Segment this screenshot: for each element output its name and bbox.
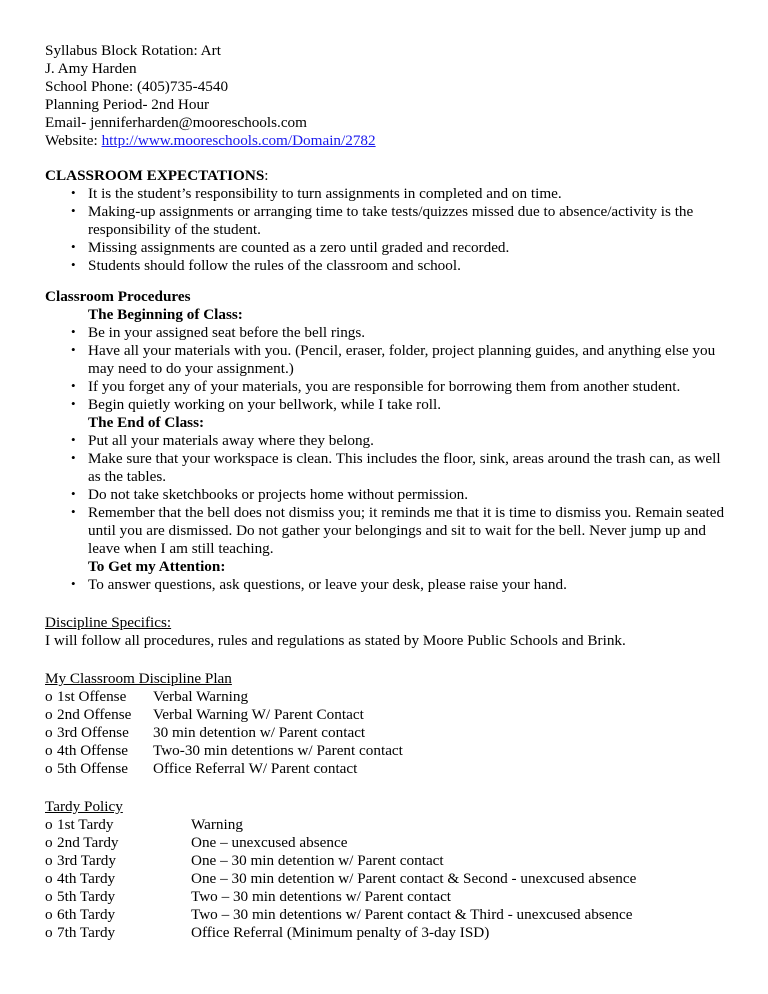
- discipline-specifics-heading: [45, 614, 725, 632]
- offense-consequence: Two-30 min detentions w/ Parent contact: [153, 742, 403, 759]
- discipline-specifics-body: I will follow all procedures, rules and regulations as stated by Moore Public Schools and Brink.: [45, 632, 626, 649]
- end-of-class-heading: The End of Class:: [88, 414, 205, 431]
- list-marker: o: [45, 816, 53, 833]
- tardy-label: 5th Tardy: [57, 888, 116, 905]
- list-item: • To answer questions, ask questions, or leave your desk, please raise your hand.: [45, 576, 725, 594]
- header-line-email: Email- jenniferharden@mooreschools.com: [45, 114, 307, 131]
- list-item: • Put all your materials away where they belong.: [45, 432, 725, 450]
- header-line-planning-period: Planning Period- 2nd Hour: [45, 96, 210, 113]
- offense-consequence: Verbal Warning W/ Parent Contact: [153, 706, 364, 723]
- tardy-policy-heading: [45, 798, 725, 816]
- tardy-consequence: Warning: [191, 816, 243, 833]
- tardy-consequence: Office Referral (Minimum penalty of 3-day ISD): [191, 924, 490, 941]
- tardy-consequence: One – 30 min detention w/ Parent contact: [191, 852, 444, 869]
- website-link[interactable]: http://www.mooreschools.com/Domain/2782: [101, 132, 376, 149]
- offense-label: 1st Offense: [57, 688, 127, 705]
- table-row: [45, 870, 725, 888]
- tardy-label: 1st Tardy: [57, 816, 114, 833]
- tardy-consequence: Two – 30 min detentions w/ Parent contact: [191, 888, 452, 905]
- beginning-of-class-list: [45, 324, 725, 414]
- end-of-class-list: [45, 432, 725, 558]
- list-item: • Have all your materials with you. (Pencil, eraser, folder, project planning guides, and anything else you may need to do your assignment.): [45, 342, 725, 378]
- table-row: [45, 906, 725, 924]
- list-marker: o: [45, 760, 53, 777]
- list-item: • Do not take sketchbooks or projects home without permission.: [45, 486, 725, 504]
- document-body: [45, 42, 725, 942]
- classroom-expectations-heading-text: CLASSROOM EXPECTATIONS: [45, 167, 265, 184]
- list-marker: o: [45, 688, 53, 705]
- offense-label: 5th Offense: [57, 760, 128, 777]
- spacer: [45, 650, 725, 670]
- list-marker: o: [45, 742, 53, 759]
- discipline-plan-heading: [45, 670, 725, 688]
- tardy-policy-heading-text: Tardy Policy: [45, 798, 123, 815]
- list-item: • If you forget any of your materials, you are responsible for borrowing them from another student.: [45, 378, 725, 396]
- table-row: [45, 688, 725, 706]
- discipline-specifics-section: [45, 614, 725, 650]
- offense-consequence: Office Referral W/ Parent contact: [153, 760, 358, 777]
- spacer: [45, 778, 725, 798]
- get-attention-heading: To Get my Attention:: [88, 558, 226, 575]
- list-item: • Be in your assigned seat before the bell rings.: [45, 324, 725, 342]
- list-marker: o: [45, 834, 53, 851]
- classroom-expectations-heading-colon: :: [264, 167, 269, 184]
- header-block: [45, 42, 725, 150]
- offense-label: 2nd Offense: [57, 706, 132, 723]
- list-item: • Make sure that your workspace is clean. This includes the floor, sink, areas around the trash can, as well as the tables.: [45, 450, 725, 486]
- tardy-label: 6th Tardy: [57, 906, 116, 923]
- beginning-of-class-heading: The Beginning of Class:: [88, 306, 243, 323]
- tardy-policy-section: [45, 798, 725, 942]
- tardy-label: 7th Tardy: [57, 924, 116, 941]
- list-item: • It is the student’s responsibility to turn assignments in completed and on time.: [45, 185, 725, 203]
- header-line-phone: School Phone: (405)735-4540: [45, 78, 229, 95]
- table-row: [45, 816, 725, 834]
- tardy-label: 2nd Tardy: [57, 834, 119, 851]
- list-marker: o: [45, 724, 53, 741]
- classroom-procedures-section: [45, 288, 725, 594]
- table-row: [45, 834, 725, 852]
- list-marker: o: [45, 924, 53, 941]
- discipline-plan-section: [45, 670, 725, 778]
- discipline-specifics-heading-text: Discipline Specifics:: [45, 614, 172, 631]
- discipline-plan-heading-text: My Classroom Discipline Plan: [45, 670, 232, 687]
- list-marker: o: [45, 852, 53, 869]
- spacer: [45, 594, 725, 614]
- list-item: • Making-up assignments or arranging time to take tests/quizzes missed due to absence/activity is the responsibility of the student.: [45, 203, 725, 239]
- classroom-expectations-heading: [45, 167, 725, 185]
- list-item: • Missing assignments are counted as a zero until graded and recorded.: [45, 239, 725, 257]
- list-item: • Students should follow the rules of the classroom and school.: [45, 257, 725, 275]
- table-row: [45, 706, 725, 724]
- tardy-consequence: One – 30 min detention w/ Parent contact & Second - unexcused absence: [191, 870, 637, 887]
- tardy-label: 3rd Tardy: [57, 852, 116, 869]
- table-row: [45, 924, 725, 942]
- table-row: [45, 724, 725, 742]
- offense-label: 3rd Offense: [57, 724, 129, 741]
- header-line-website: [45, 132, 725, 150]
- tardy-consequence: Two – 30 min detentions w/ Parent contact & Third - unexcused absence: [191, 906, 633, 923]
- list-marker: o: [45, 906, 53, 923]
- list-marker: o: [45, 888, 53, 905]
- tardy-consequence: One – unexcused absence: [191, 834, 348, 851]
- website-label: Website:: [45, 132, 102, 149]
- table-row: [45, 742, 725, 760]
- list-marker: o: [45, 706, 53, 723]
- list-item: • Begin quietly working on your bellwork, while I take roll.: [45, 396, 725, 414]
- list-item: • Remember that the bell does not dismiss you; it reminds me that it is time to dismiss you. Remain seated until you are dismissed. Do not gather your belongings and sit to wait for the bell. Never jump up and leave when I am still teaching.: [45, 504, 725, 558]
- classroom-expectations-section: [45, 167, 725, 275]
- get-attention-list: [45, 576, 725, 594]
- offense-consequence: 30 min detention w/ Parent contact: [153, 724, 366, 741]
- classroom-procedures-heading: Classroom Procedures: [45, 288, 191, 305]
- spacer: [45, 275, 725, 288]
- offense-consequence: Verbal Warning: [153, 688, 249, 705]
- header-line-title: Syllabus Block Rotation: Art: [45, 42, 221, 59]
- list-marker: o: [45, 870, 53, 887]
- header-line-teacher: J. Amy Harden: [45, 60, 137, 77]
- spacer: [45, 150, 725, 167]
- classroom-expectations-list: [45, 185, 725, 275]
- table-row: [45, 852, 725, 870]
- tardy-label: 4th Tardy: [57, 870, 116, 887]
- table-row: [45, 760, 725, 778]
- offense-label: 4th Offense: [57, 742, 128, 759]
- table-row: [45, 888, 725, 906]
